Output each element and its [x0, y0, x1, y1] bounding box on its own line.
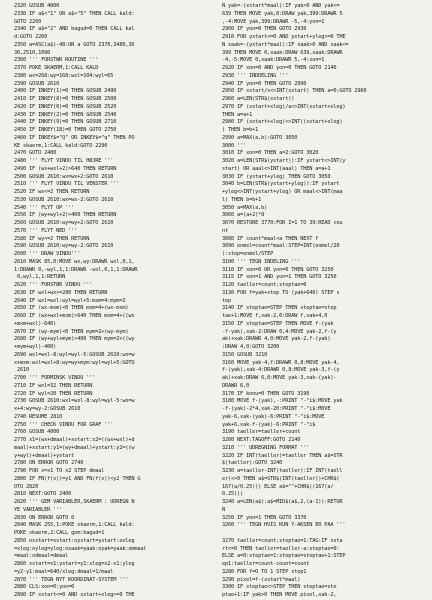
code-line: 3060 a=(a+2)*8: [222, 212, 265, 219]
code-line: tae+1:MOVE f,xak-2,0:DRAW f,xak+4,0: [222, 313, 328, 319]
code-line: 2830 ON ERROR GOTO 0: [14, 514, 75, 521]
code-line: -f-(yak)-2*4,xak-20:PRINT "-"i$:MOVE: [222, 406, 331, 412]
code-line: 2940 IF yon=0 THEN GOTO 2990: [222, 80, 307, 87]
code-line: 3150 GOSUB 3210: [222, 351, 268, 358]
code-line: 2590 GOSUB 2610:wy=wy-2:GOTO 2610: [14, 243, 114, 250]
code-line: 167(a/0.25))) ELSE a$=""+CHR$((167(a/: [222, 483, 334, 490]
code-line: 2880 CLS:xon=0:yon=0: [14, 584, 75, 591]
code-line: start) OR aaal<>INT(aaal) THEN a=a+1: [222, 165, 331, 172]
code-line: 2630 IF wxl+wx>=280 THEN RETURN: [14, 289, 108, 296]
code-line: 2480 ''' FLYT VINDU TIL HØJRE ''': [14, 158, 114, 164]
code-line: 3200 NEXT:TAGOFF:GOTO 2140: [222, 437, 301, 443]
code-line: 0.25))): [222, 491, 244, 498]
code-line: 3170 IF konu=0 THEN GOTO 3190: [222, 390, 310, 397]
code-line: 3230 a=taeller-INT(taeller):IF INT(taell: [222, 468, 343, 474]
code-line: 2780 ON ERROR GOTO 2740: [14, 460, 84, 467]
code-line: 0,wyl,1,1:RETURN: [14, 274, 66, 281]
code-line: 3050 a=MAX(a,b): [222, 204, 268, 211]
code-line: 2580 IF wy<=2 THEN RETURN: [14, 235, 90, 242]
listing-column-right: [222, 3, 430, 600]
code-line: 2340 IF a$="2" AND bagud=0 THEN CALL kal: [14, 26, 135, 33]
code-line: 3110 IF xon=0 OR yon=0 THEN GOTO 3250: [222, 266, 334, 273]
code-line: 2670 IF (wy-mym)<0 THEN mym=2+(wy-mym): [14, 328, 129, 335]
code-line: 2540 ''' FLYT OP ''': [14, 204, 75, 211]
code-line: -f-yak),xak-2:DRAW 0,4:MOVE yak-2,f-(y: [222, 328, 337, 335]
code-line: yak+6,xak-f-(yak)-6:PRINT "-"i$: [222, 421, 316, 428]
code-line: 3190 taeller=taeller+count: [222, 429, 301, 436]
code-line: 2810 NEXT:GOTO 2400: [14, 491, 72, 498]
code-line: 3260 ''' TEGN HVIS KUN Y-AKSEN ER PAA ''': [222, 522, 346, 529]
code-line: 2850 oxstart=xstart:oystart=ystart:oxleg: [14, 537, 135, 544]
code-line: :DRAW 4,0:GOTO 3200: [222, 344, 280, 350]
code-line: 2840 MASK 255,1:POKE skaerm,1:CALL kald:: [14, 522, 135, 529]
code-line: =maal:odmaal=dmaal: [14, 553, 69, 560]
code-line: THEN a=a+1: [222, 111, 253, 118]
code-line: 3040 b=LEN(STR$(ystart+yleg)):IF ystart: [222, 181, 340, 188]
code-line: 2410 IF INKEY(8)=0 THEN GOSUB 2500: [14, 96, 117, 102]
code-line: 2930 ''' INDDELING ''': [222, 72, 289, 79]
code-line: OTO 2820: [14, 483, 39, 490]
code-line: 2750 ''' CHECK VINDU FOR GRAF ''': [14, 421, 114, 428]
code-line: 30,2510,1090: [14, 49, 51, 56]
code-line: 2530 GOSUB 2610:wx=wx-2:GOTO 2610: [14, 196, 114, 203]
code-line: +mym+wyl)-400): [14, 344, 57, 350]
code-line: 2990 a=MAX(a,b):GOTO 3050: [222, 134, 298, 141]
code-line: ELSE a=0:steptae=1:steptae=steptae+1:STEP: [222, 553, 346, 560]
code-line: KE skaerm,1:CALL kald:GOTO 2290: [14, 142, 108, 149]
code-line: YE VARIABLER ''': [14, 506, 63, 513]
code-line: 2770 x1=(wx+dmaal)+xstart:x2=((wx+wxl)+d: [14, 437, 135, 443]
code-line: -4,-5:MOVE 0,xaak:DRAWR 5,-4:xon=1: [222, 57, 325, 64]
code-line: l) THEN b=b+1: [222, 196, 262, 203]
code-line: 3220 IF INT(taeller)=taeller THEN a$=STR: [222, 452, 343, 459]
code-line: 2390 GOSUB 2610: [14, 80, 60, 87]
code-line: yak-6,xak-(yak)-6:PRINT "-"i$:MOVE: [222, 413, 325, 420]
code-line: [222, 530, 430, 538]
code-line: 2650 IF (wx-mxm)<0 THEN mxm=4+(wx-mxm): [14, 305, 129, 312]
listing-column-left: [14, 3, 220, 600]
code-line: 2430 IF INKEY(2)=0 THEN GOSUB 2540: [14, 111, 117, 118]
code-line: y+wyl)+dmaal)+ystart: [14, 452, 75, 459]
code-line: 2350 a=ASC(a$)-48:ON a GOTO 2370,3480,36: [14, 41, 135, 48]
code-line: d:GOTO 2260: [14, 34, 48, 40]
code-line: rt<=0 THEN taeller=taeller-a:steptae=0:: [222, 545, 340, 552]
code-line: 2380 wx=268:wy=168:wxl=104:wyl=65: [14, 72, 114, 79]
code-line: 2910 FOR ystart<=0 AND ystart+yleg>=0 THE: [222, 34, 346, 40]
code-line: 2570 ''' FLYT NED ''': [14, 227, 78, 234]
code-line: 2980 IF (xstart+xleg)<>INT((xstart+xleg): [222, 119, 343, 126]
code-line: 3080 IF count*maal<a THEN NEXT f: [222, 235, 319, 242]
code-line: 3250 IF yon=1 THEN GOTO 3370: [222, 514, 307, 521]
code-line: 2870 ''' TEGN NYT KOORDINAT-SYSTEM ''': [14, 576, 129, 583]
code-line: N xaak=-(ystart*maal):IF xaak>0 AND xaak<=: [222, 41, 349, 48]
code-line: 2610: [14, 367, 30, 374]
code-line: 3270 taeller=count:steptae=1:TAG:IF xsta: [222, 537, 343, 544]
code-line: $(taeller):GOTO 3240: [222, 460, 283, 467]
code-line: 3020 a=LEN(STR$(ystart)):IF ystart<>INT(y: [222, 158, 346, 164]
code-line: 3150 IF steptae=STEP THEN MOVE f-(yak: [222, 320, 334, 327]
code-line: 2490 IF (wx+wxl+2)>640 THEN RETURN: [14, 165, 117, 172]
code-line: 2960 a=LEN(STR$(xstart)): [222, 96, 295, 102]
code-line: 2450 IF INKEY(18)=0 THEN GOTO 2750: [14, 127, 117, 133]
code-line: 2790 FOR x=x1 TO x2 STEP dmaal: [14, 468, 105, 474]
code-line: GOTO 2260: [14, 18, 42, 25]
code-line: 399 THEN MOVE 0,xaak:DRAW 639,xaak:DRAWR: [222, 49, 343, 56]
code-line: 3130 FOR f=yak+step TO (yak+640) STEP s: [222, 289, 340, 296]
code-line: 2970 IF (xstart+xleg)/a<>INT(xstart+xleg): [222, 103, 346, 110]
code-line: 3180 MOVE f-(yak),-:PRINT "-"i$:MOVE yak: [222, 398, 343, 405]
code-line: 2860 xstart=x1:ystart=y1:xleg=x2-x1:yleg: [14, 561, 135, 567]
code-line: ,-4:MOVE yak,399:DRAWR -5,-4:yon=1: [222, 18, 325, 25]
code-line: 3160 MOVE yak-4,f:DRAWR 0,8:MOVE yak-4,: [222, 359, 340, 366]
code-line: 3030 IF (ystart+yleg) THEN GOTO 3050: [222, 173, 331, 180]
code-line: N: [222, 506, 226, 513]
code-line: 3210 ''' UDREGNING FORMAT ''': [222, 444, 310, 451]
code-line: er)<>0 THEN a$=STR$(INT(taeller))+CHR$(: [222, 475, 340, 482]
code-line: 2680 IF (wy+wyl+mym)>400 THEN mym=2+((wy: [14, 336, 135, 343]
code-line: 3280 FOR f=O TO 1 STEP step1: [222, 568, 307, 575]
code-line: 3290 pixel=f-(xstart*maal): [222, 576, 301, 583]
code-line: 2360 ''' FORSTWR ROUTINE ''': [14, 57, 99, 64]
code-line: ep1:taeller=count-count=count: [222, 561, 310, 567]
code-line: 2710 IF wxl=32 THEN RETURN: [14, 382, 93, 389]
code-line: ) THEN b=b+1: [222, 127, 259, 133]
code-line: 3300 IF steptae<>STEP THEN steptae=ste: [222, 584, 337, 591]
code-line: f-(yak),xak-4:DRAWR 0,8:MOVE yak-3,f-(y: [222, 367, 340, 374]
code-line: tep: [222, 297, 232, 304]
code-line: =xleg:oyleg=yleg:oxaak=yaak:oyak=yaak:ommaal: [14, 545, 147, 552]
code-line: 2330 IF a$<"1" OR a$>"5" THEN CALL kald:: [14, 10, 135, 17]
code-line: 3140 IF steptae=STEP THEN steptae=step: [222, 305, 337, 312]
code-line: 2740 RESUME 2810: [14, 413, 63, 420]
code-line: 2600 ''' DRAW VINDU''': [14, 251, 81, 257]
code-line: 2690 wxl=wxl-8:wyl=wyl-5:GOSUB 2610:wx=w: [14, 351, 135, 358]
code-line: 2370 POKE SKAERM,1:CALL KALD: [14, 65, 99, 71]
code-line: x+4:wy=wy-2:GOSUB 2610: [14, 406, 81, 412]
code-line: 2620 ''' FORSTØR VINDU ''': [14, 282, 93, 288]
code-line: ptae+1:IF yak>0 THEN MOVE pixel,xak-2,: [222, 592, 337, 598]
code-line: 2800 IF FN(f(x))=y1 AND FN(f(x))<y2 THEN G: [14, 475, 141, 482]
code-line: 2610 MASK 85,0:MOVE wx,wy:DRAWR wxl,0,1,: [14, 258, 135, 265]
code-line: 2420 IF INKEY(0)=0 THEN GOSUB 2520: [14, 103, 117, 110]
code-line: 3010 IF xon=0 THEN a=2:GOTO 3020: [222, 150, 319, 157]
code-line: =y2-y1:maal=640/xleg:dmaal=1/maal: [14, 568, 114, 575]
code-line: 3115 IF xon=1 AND yon=1 THEN GOTO 3250: [222, 274, 337, 281]
code-line: 2400 IF INKEY(1)=0 THEN GOSUB 2490: [14, 88, 117, 95]
code-line: 639 THEN MOVE yak,0:DRAW yak,399:DRAWR 5: [222, 10, 343, 17]
code-line: 2820 ''' GEM VARIABLER,SKAERM : UDREGN N: [14, 499, 135, 505]
code-line: +yleg<>INT(ystart+yleg) OR maal<>INT(maa: [222, 189, 343, 195]
code-line: ak)+xak:DRAWR 4,0:MOVE yak-2,f-(yak): [222, 336, 331, 343]
code-line: 3240 a=LEN(a$):a$=MID$(a$,2,(a-1)):RETUR: [222, 499, 343, 505]
code-line: 3090 enmel=count*maal:STEP=INT(enmel/20: [222, 243, 340, 250]
code-line: 2470 GOTO 2400: [14, 150, 57, 157]
code-line: 1:DRAWR 0,-wyl,1,1:DRAWR -wxl,0,1,1:DRAWR: [14, 266, 138, 273]
code-line: 2510 ''' FLYT VINDU TIL VENSTER ''': [14, 181, 120, 188]
code-line: 2950 IF xstart/x<>INT(xstart) THEN a=0:GOTO 2960: [222, 88, 367, 95]
code-line: DRAWR 6,0: [222, 382, 250, 389]
code-line: POKE skaerm,2:CALL gem:bagud=1: [14, 530, 105, 536]
code-line: 2520 IF wx<=2 THEN RETURN: [14, 189, 90, 195]
code-line: 2440 IF INKEY(9)=0 THEN GOSUB 2710: [14, 119, 117, 126]
code-line: 3100 ''' TEGN INDELING ''': [222, 258, 301, 265]
code-line: 2460 IF INKEY$="Q" OR INKEY$="q" THEN PO: [14, 134, 135, 141]
code-line: 2900 IF yon=0 THEN GOTO 2930: [222, 26, 307, 33]
code-line: 2500 GOSUB 2610:wx=wx+2:GOTO 2610: [14, 173, 114, 180]
code-line: 2550 IF (wy+wyl+2)>400 THEN RETURN: [14, 212, 117, 219]
code-line: 2700 ''' FORMINSK VINDU ''': [14, 375, 96, 381]
code-line: ak)+xak:DRAW 6,0:MOVE yak-3,xak-(yak)-: [222, 375, 337, 381]
code-line: 2660 IF (wx+wxl+mxm)>640 THEN mxm=4+((wx: [14, 313, 135, 319]
code-line: nt: [222, 227, 229, 234]
code-line: 2730 GOSUB 2610:wxl=wxl-8:wyl=wyl-5:wx=w: [14, 398, 135, 405]
code-line: 2760 GOSUB 4000: [14, 429, 60, 436]
code-line: ):step=enmel/STEP: [222, 251, 274, 257]
code-line: 2920 IF xon=0 AND yon=0 THEN GOTO 2140: [222, 65, 337, 71]
code-line: 3070 RESTORE 3770:FOR I=1 TO 39:READ cou: [222, 220, 343, 226]
code-line: 2720 IF wyl=20 THEN RETURN: [14, 390, 93, 397]
code-line: 2320 GOSUB 4000: [14, 3, 60, 9]
code-line: N yak=-(xstart*maal):IF yak>0 AND yak<=: [222, 3, 340, 9]
code-line: 2890 IF xstart<=0 AND xstart+xleg>=0 THE: [14, 592, 135, 598]
code-line: 2640 IF wxl=wxl:wyl=wyl+5:mxm=4:mym=2: [14, 297, 126, 304]
code-line: 3000 ''': [222, 142, 247, 149]
code-line: +mxm+wxl)-640): [14, 320, 57, 327]
code-line: 3120 taeller=count:steptae=0: [222, 282, 307, 288]
code-line: 2560 GOSUB 2610:wy=wy+2:GOTO 2610: [14, 220, 114, 226]
code-line: x+mxm:wxl=wxl+8:wy=wy+mym:wyl=wyl+5:GOTO: [14, 359, 135, 366]
code-line: maal)+xstart:y1=(wy+dmaal)+ystart:y2=((w: [14, 444, 135, 451]
